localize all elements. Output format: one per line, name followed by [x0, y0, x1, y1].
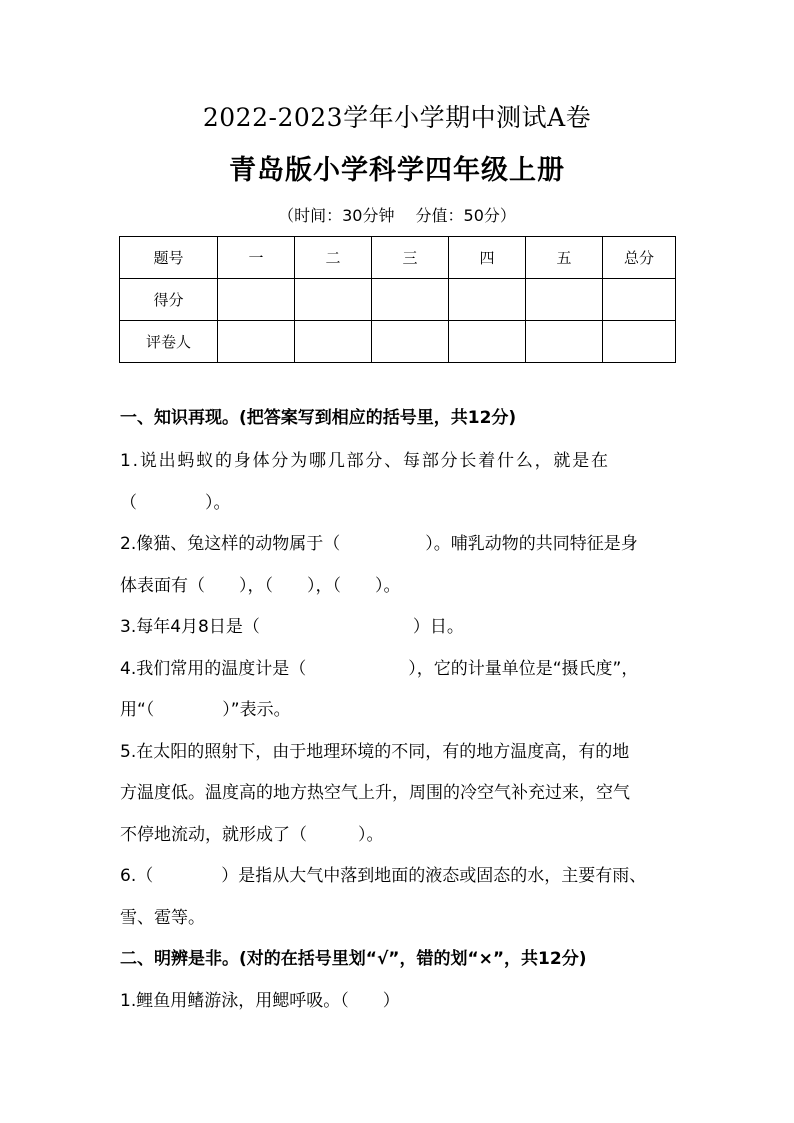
score-cell[interactable]	[449, 279, 526, 321]
table-row	[120, 237, 676, 279]
table-row	[120, 279, 676, 321]
score-cell[interactable]	[526, 279, 603, 321]
exam-subtitle: 青岛版小学科学四年级上册	[229, 155, 565, 186]
grader-cell[interactable]	[603, 321, 676, 363]
score-table	[119, 236, 676, 363]
section2-heading: 二、明辨是非。(对的在括号里划“√”，错的划“×”，共12分)	[120, 949, 587, 969]
table-header-cell: 总分	[603, 237, 676, 279]
question-line: 1.说出蚂蚁的身体分为哪几部分、每部分长着什么，就是在	[120, 451, 610, 471]
grader-cell[interactable]	[372, 321, 449, 363]
row-label: 评卷人	[120, 321, 218, 363]
row-label: 得分	[120, 279, 218, 321]
grader-cell[interactable]	[449, 321, 526, 363]
question-line: 体表面有（ ），（ ），（ ）。	[120, 576, 401, 596]
table-header-cell: 二	[295, 237, 372, 279]
grader-cell[interactable]	[526, 321, 603, 363]
exam-info: （时间：30分钟 分值：50分）	[278, 206, 516, 225]
section1-heading: 一、知识再现。(把答案写到相应的括号里，共12分)	[120, 408, 517, 428]
question-line: 不停地流动，就形成了（ ）。	[120, 825, 384, 845]
exam-title: 2022-2023学年小学期中测试A卷	[202, 103, 592, 132]
table-header-cell: 三	[372, 237, 449, 279]
question-line: 方温度低。温度高的地方热空气上升，周围的冷空气补充过来，空气	[120, 783, 630, 803]
question-line: 2.像猫、兔这样的动物属于（ ）。哺乳动物的共同特征是身	[120, 534, 638, 554]
grader-cell[interactable]	[218, 321, 295, 363]
table-header-cell: 题号	[120, 237, 218, 279]
question-line: 用“（ ）”表示。	[120, 700, 291, 720]
score-cell[interactable]	[603, 279, 676, 321]
table-header-cell: 一	[218, 237, 295, 279]
question-line: 4.我们常用的温度计是（ ），它的计量单位是“摄氏度”，	[120, 659, 639, 679]
table-header-cell: 五	[526, 237, 603, 279]
score-cell[interactable]	[295, 279, 372, 321]
grader-cell[interactable]	[295, 321, 372, 363]
score-cell[interactable]	[218, 279, 295, 321]
table-row	[120, 321, 676, 363]
question-line: 5.在太阳的照射下，由于地理环境的不同，有的地方温度高，有的地	[120, 742, 630, 762]
question-line: 6.（ ）是指从大气中落到地面的液态或固态的水，主要有雨、	[120, 866, 647, 886]
table-header-cell: 四	[449, 237, 526, 279]
question-line: （ ）。	[120, 493, 231, 513]
question-line: 雪、雹等。	[120, 908, 205, 928]
question-line: 3.每年4月8日是（ ）日。	[120, 617, 464, 637]
question-line: 1.鲤鱼用鳍游泳，用鳃呼吸。（ ）	[120, 991, 400, 1011]
score-cell[interactable]	[372, 279, 449, 321]
